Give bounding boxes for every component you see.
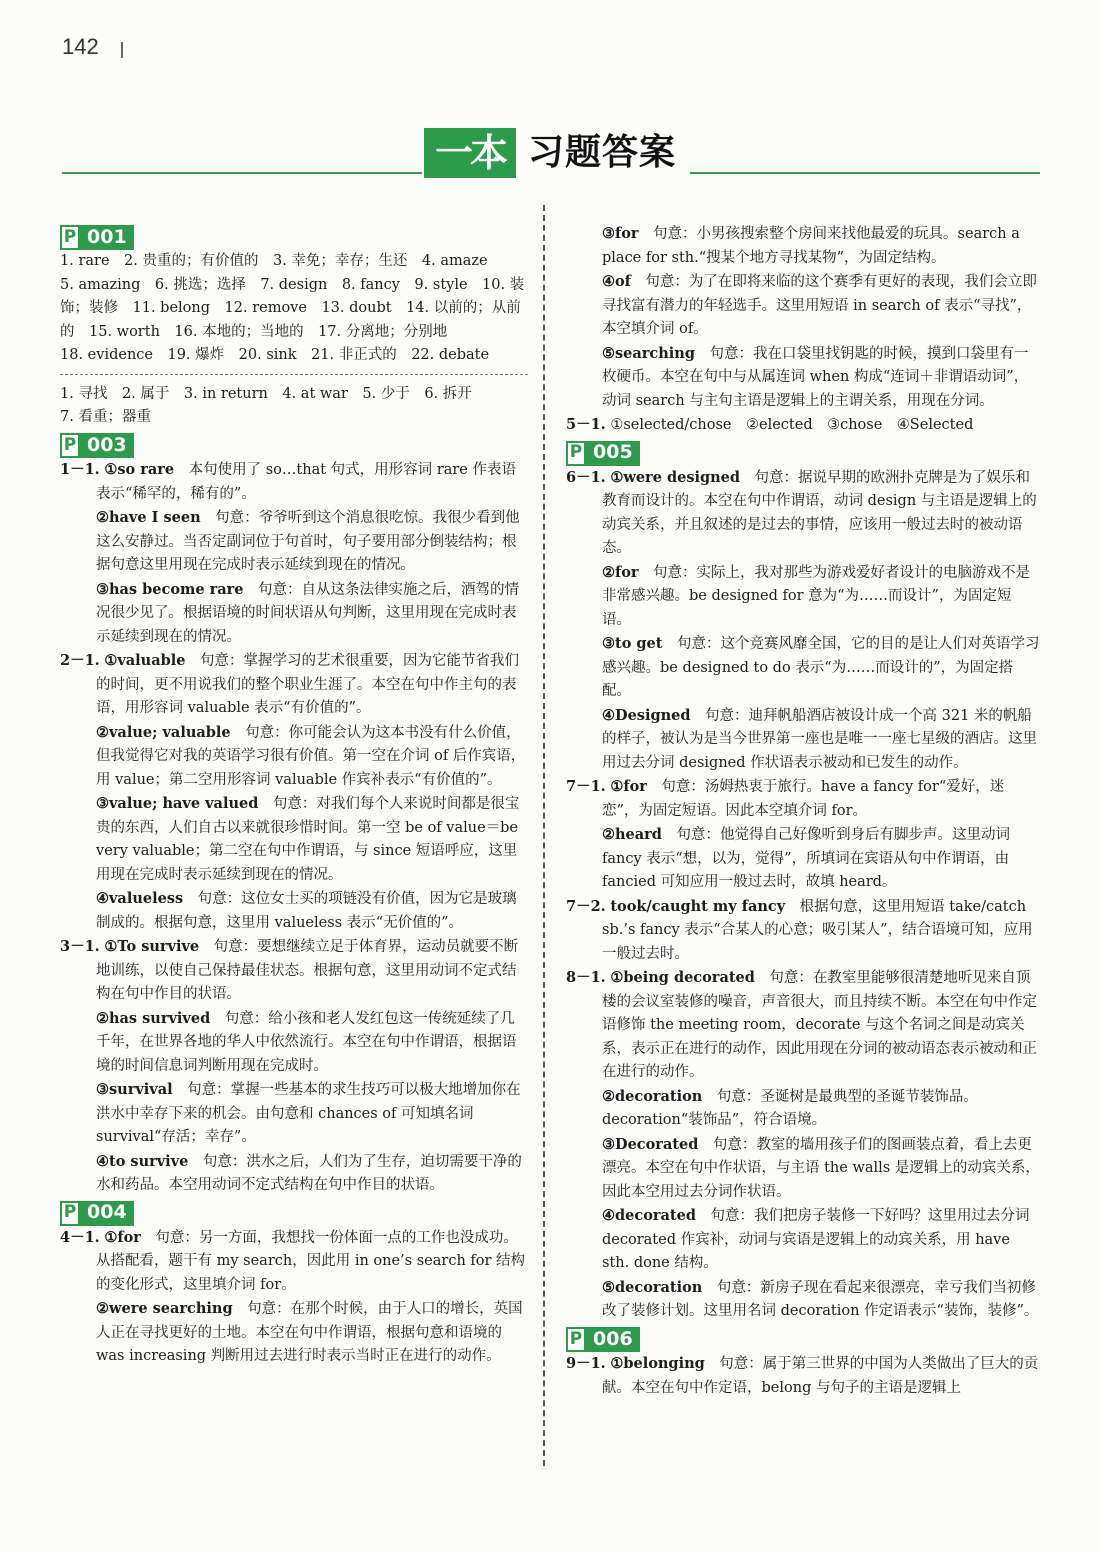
title-rule-right <box>690 172 1040 174</box>
explanation-text: 句意：对我们每个人来说时间都是很宝贵的东西，人们自古以来就很珍惜时间。第一空 be of value＝be very valuable；第二空在句中作谓语，与 since 短语呼应，这里用现在完成时表示延续到现在的情况。 <box>96 796 520 883</box>
question-number: 4－1. <box>60 1228 100 1246</box>
question-number: 3－1. <box>60 938 100 955</box>
answer-item <box>60 935 528 1007</box>
section-badge-003: P 003 <box>60 433 134 458</box>
answer-item <box>566 342 1040 414</box>
vocab-lines <box>60 250 528 368</box>
answer-item <box>566 895 1040 967</box>
p-icon: P <box>566 1327 586 1352</box>
explanation-text: 句意：在那个时候，由于人口的增长，英国人正在寻找更好的土地。本空在句中作谓语，根据句意和语境的 was increasing 判断用过去进行时表示当时正在进行的动作。 <box>96 1301 523 1365</box>
phrase-line: 7. 看重；器重 <box>60 409 151 426</box>
answer-item <box>60 1007 528 1079</box>
answer-item <box>60 1297 528 1369</box>
answer-key: took/caught my fancy <box>610 897 786 915</box>
answer-key: ⑤decoration <box>602 1278 703 1296</box>
answer-item <box>566 1085 1040 1133</box>
explanation-text: 本句使用了 so…that 句式，用形容词 rare 作表语表示“稀罕的，稀有的”。 <box>96 462 516 502</box>
answer-key: ①for <box>610 778 647 796</box>
section-badge-004: P 004 <box>60 1201 134 1226</box>
answer-list-005 <box>566 466 1040 1324</box>
answer-item <box>566 413 1040 438</box>
answer-key: ②has survived <box>96 1009 211 1027</box>
question-number: 1－1. <box>60 461 100 478</box>
explanation-text: 句意：我在口袋里找钥匙的时候，摸到口袋里有一枚硬币。本空在句中与从属连词 when 构成“连词＋非谓语动词”，动词 search 与主句主语是逻辑上的主谓关系，用现在分词。 <box>602 345 1029 409</box>
title-box: 一本 <box>424 128 516 178</box>
answer-key: ⑤searching <box>602 344 695 362</box>
vocab-line: 饰；装修 11. belong 12. remove 13. doubt 14. 以前的；从前 <box>60 300 521 317</box>
right-column <box>566 222 1040 1400</box>
answer-key: ②decoration <box>602 1087 703 1105</box>
question-number: 9－1. <box>566 1355 606 1372</box>
answer-key: ③value; have valued <box>96 795 259 812</box>
title-rule-left <box>62 172 422 174</box>
explanation-text: 句意：属于第三世界的中国为人类做出了巨大的贡献。本空在句中作定语，belong 与句子的主语是逻辑上 <box>602 1356 1039 1396</box>
p-icon: P <box>566 441 586 466</box>
answer-item <box>566 1133 1040 1205</box>
answer-item <box>566 270 1040 342</box>
section-badge-001: P 001 <box>60 225 134 250</box>
answer-item <box>566 823 1040 895</box>
p-icon: P <box>60 1201 80 1226</box>
explanation-text: 句意：教室的墙用孩子们的图画装点着，看上去更漂亮。本空在句中作状语，与主语 the walls 是逻辑上的动宾关系，因此本空用过去分词作状语。 <box>602 1136 1040 1200</box>
answer-list-006 <box>566 1352 1040 1400</box>
answer-item <box>566 775 1040 823</box>
answer-key: ③Decorated <box>602 1135 699 1153</box>
answer-item <box>60 1226 528 1298</box>
explanation-text: 句意：你可能会认为这本书没有什么价值，但我觉得它对我的英语学习很有价值。第一空在介词 of 后作宾语，用 value；第二空用形容词 valuable 作宾补表示“有价值的”。 <box>96 724 526 788</box>
vocab-line: 5. amazing 6. 挑选；选择 7. design 8. fancy 9. style 10. 装 <box>60 276 525 293</box>
explanation-text: 句意：这个竞赛风靡全国，它的目的是让人们对英语学习感兴趣。be designed to do 表示“为……而设计的”，为固定搭配。 <box>602 636 1040 700</box>
answer-item <box>60 792 528 887</box>
answer-list-004 <box>60 1226 528 1369</box>
explanation-text: 句意：在教室里能够很清楚地听见来自顶楼的会议室装修的噪音，声音很大，而且持续不断。本空在句中作定语修饰 the meeting room，decorate 与这个名词之间是动宾关系，表示正在进行的动作，因此用现在分词的被动语态表示被动和正在进行的动作。 <box>602 970 1037 1081</box>
answer-item <box>566 632 1040 704</box>
explanation-text: 句意：他觉得自己好像听到身后有脚步声。这里动词 fancy 表示“想，以为，觉得”，所填词在宾语从句中作谓语，由 fancied 可知应用一般过去时，故填 heard。 <box>602 827 1010 891</box>
answer-key: ④decorated <box>602 1207 696 1225</box>
answer-key: ③for <box>602 225 639 242</box>
answer-item <box>60 1078 528 1150</box>
explanation-text: 句意：掌握一些基本的求生技巧可以极大地增加你在洪水中幸存下来的机会。由句意和 chances of 可知填名词 survival“存活；幸存”。 <box>96 1082 521 1145</box>
answer-key: ③survival <box>96 1081 173 1098</box>
answer-item <box>60 721 528 793</box>
answer-item <box>60 887 528 935</box>
explanation-text: 句意：实际上，我对那些为游戏爱好者设计的电脑游戏不是非常感兴趣。be designed for 意为“为……而设计”，为固定短语。 <box>602 564 1031 628</box>
answer-list-003 <box>60 458 528 1198</box>
p-icon: P <box>60 433 80 458</box>
section-badge-006: P 006 <box>566 1327 640 1352</box>
explanation-text: 句意：为了在即将来临的这个赛季有更好的表现，我们会立即寻找富有潜力的年轻选手。这里用短语 in search of 表示“寻找”，本空填介词 of。 <box>602 274 1037 337</box>
column-divider <box>543 205 545 1466</box>
explanation-text: 句意：小男孩搜索整个房间来找他最爱的玩具。search a place for sth.“搜某个地方寻找某物”，为固定结构。 <box>602 226 1020 266</box>
explanation-text: 句意：汤姆热衷于旅行。have a fancy for“爱好，迷恋”，为固定短语。因此本空填介词 for。 <box>602 779 1005 819</box>
answer-key: ③to get <box>602 635 663 653</box>
explanation-text: 句意：新房子现在看起来很漂亮，幸亏我们当初修改了装修计划。这里用名词 decoration 作定语表示“装饰，装修”。 <box>602 1279 1039 1320</box>
answer-key: ①for <box>104 1228 141 1246</box>
answer-item <box>566 222 1040 270</box>
explanation-text: 句意：这位女士买的项链没有价值，因为它是玻璃制成的。根据句意，这里用 valueless 表示“无价值的”。 <box>96 891 517 931</box>
answer-key: ①belonging <box>610 1355 705 1372</box>
question-number: 8－1. <box>566 969 606 987</box>
question-number: 7－2. <box>566 897 606 915</box>
answer-key: ①To survive <box>104 938 200 955</box>
explanation-text: 句意：另一方面，我想找一份体面一点的工作也没成功。从搭配看，题干有 my search，因此用 in one’s search for 结构的变化形式，这里填介词 for。 <box>96 1229 526 1293</box>
answer-key: ②heard <box>602 826 662 844</box>
section-divider <box>60 374 528 375</box>
answer-key: ④valueless <box>96 890 184 907</box>
answer-item <box>60 506 528 578</box>
page-number-divider <box>121 42 123 58</box>
question-number: 5－1. <box>566 416 606 433</box>
question-number: 7－1. <box>566 778 606 796</box>
answer-key: ①being decorated <box>610 969 755 987</box>
answer-key: ④Designed <box>602 706 691 724</box>
answer-item <box>566 1204 1040 1276</box>
answer-item <box>566 704 1040 776</box>
explanation-text: 句意：圣诞树是最典型的圣诞节装饰品。decoration“装饰品”，符合语境。 <box>602 1088 978 1129</box>
vocab-line: 的 15. worth 16. 本地的；当地的 17. 分离地；分别地 <box>60 323 448 340</box>
explanation-text: 句意：迪拜帆船酒店被设计成一个高 321 米的帆船的样子，被认为是当今世界第一座也是唯一一座七星级的酒店。这里用过去分词 designed 作状语表示被动和已发生的动作。 <box>602 707 1037 771</box>
answer-key: ④of <box>602 273 631 290</box>
explanation-text: 句意：要想继续立足于体育界，运动员就要不断地训练，以使自己保持最佳状态。根据句意，这里用动词不定式结构在句中作目的状语。 <box>96 939 519 1002</box>
vocab-line: 1. rare 2. 贵重的；有价值的 3. 幸免；幸存；生还 4. amaze <box>60 253 488 270</box>
answer-key: ①so rare <box>104 461 175 478</box>
explanation-text: 句意：掌握学习的艺术很重要，因为它能节省我们的时间，更不用说我们的整个职业生涯了。本空在句中作主句的表语，用形容词 valuable 表示“有价值的”。 <box>96 653 519 716</box>
answer-item <box>60 578 528 650</box>
explanation-text: ①selected/chose ②elected ③chose ④Selected <box>610 417 974 433</box>
answer-item <box>566 1276 1040 1324</box>
explanation-text: 句意：自从这条法律实施之后，酒驾的情况很少见了。根据语境的时间状语从句判断，这里用现在完成时表示延续到现在的情况。 <box>96 581 520 645</box>
answer-item <box>60 458 528 506</box>
answer-key: ②have I seen <box>96 509 201 526</box>
p-icon: P <box>60 225 80 250</box>
answer-key: ②were searching <box>96 1300 233 1318</box>
explanation-text: 句意：洪水之后，人们为了生存，迫切需要干净的水和药品。本空用动词不定式结构在句中作目的状语。 <box>96 1153 522 1193</box>
left-column <box>60 222 528 1369</box>
page-number: 142 <box>62 34 99 59</box>
answer-key: ②value; valuable <box>96 723 231 741</box>
explanation-text: 句意：爷爷听到这个消息很吃惊。我很少看到他这么安静过。当否定副词位于句首时，句子要用部分倒装结构；根据句意这里用现在完成时表示延续到现在的情况。 <box>96 510 520 573</box>
answer-item <box>566 466 1040 561</box>
answer-list-continued <box>566 222 1040 438</box>
answer-key: ①were designed <box>610 468 741 486</box>
answer-key: ③has become rare <box>96 580 244 598</box>
answer-item <box>566 966 1040 1085</box>
vocab-line: 18. evidence 19. 爆炸 20. sink 21. 非正式的 22. debate <box>60 347 490 364</box>
explanation-text: 句意：据说早期的欧洲扑克牌是为了娱乐和教育而设计的。本空在句中作谓语，动词 design 与主语是逻辑上的动宾关系，并且叙述的是过去的事情，应该用一般过去时的被动语态。 <box>602 469 1037 557</box>
phrase-line: 1. 寻找 2. 属于 3. in return 4. at war 5. 少于 6. 拆开 <box>60 385 472 402</box>
page-title: 习题答案 <box>528 132 677 173</box>
answer-key: ②for <box>602 563 639 581</box>
answer-key: ①valuable <box>104 652 186 669</box>
answer-key: ④to survive <box>96 1152 189 1170</box>
explanation-text: 句意：我们把房子装修一下好吗？这里用过去分词 decorated 作宾补，动词与宾语是逻辑上的动宾关系，用 have sth. done 结构。 <box>602 1208 1030 1272</box>
section-badge-005: P 005 <box>566 441 640 466</box>
answer-item <box>60 649 528 721</box>
question-number: 2－1. <box>60 652 100 669</box>
answer-item <box>60 1150 528 1198</box>
answer-item <box>566 1352 1040 1400</box>
explanation-text: 句意：给小孩和老人发红包这一传统延续了几千年，在世界各地的华人中依然流行。本空在句中作谓语，根据语境的时间信息词判断用现在完成时。 <box>96 1010 517 1074</box>
question-number: 6－1. <box>566 468 606 486</box>
phrase-lines <box>60 383 528 430</box>
answer-item <box>566 561 1040 633</box>
explanation-text: 根据句意，这里用短语 take/catch sb.’s fancy 表示“合某人的心意；吸引某人”，结合语境可知，应用一般过去时。 <box>602 898 1033 962</box>
